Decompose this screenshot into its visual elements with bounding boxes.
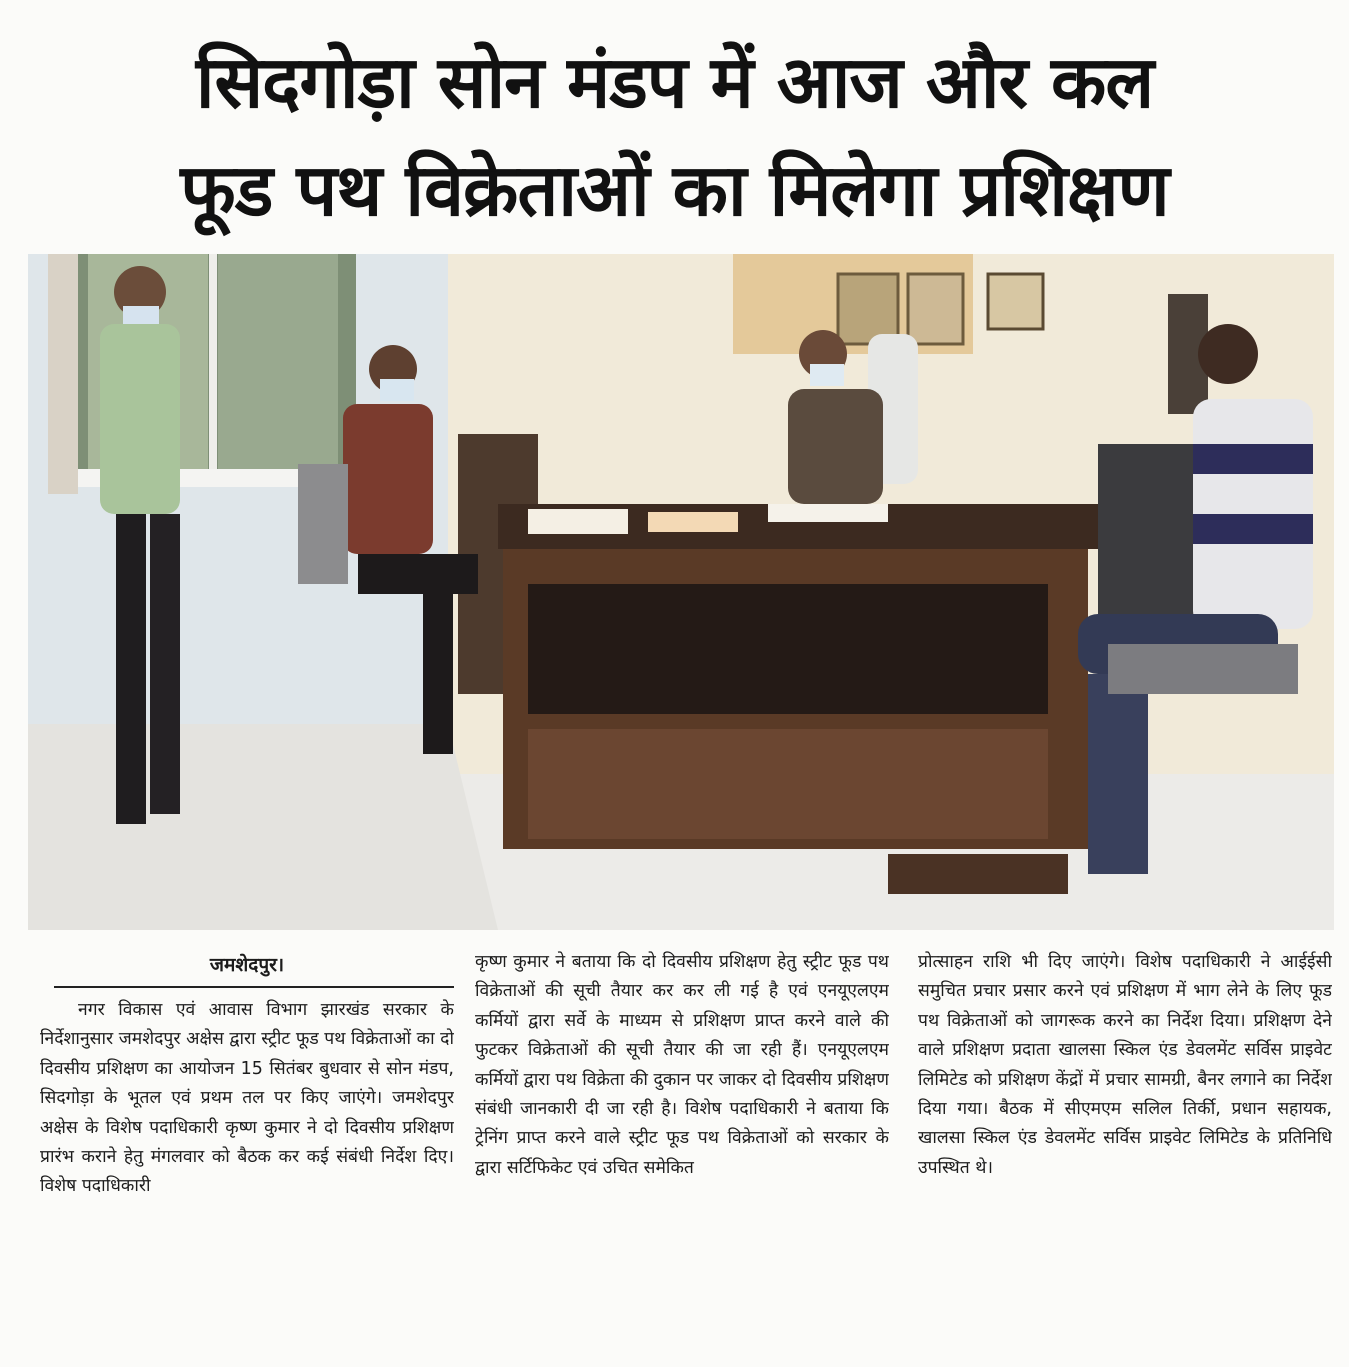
- column-3-text: प्रोत्साहन राशि भी दिए जाएंगे। विशेष पदाधिकारी ने आईईसी समुचित प्रचार प्रसार करने एवं प्रशिक्षण में भाग लेने के लिए फूड पथ विक्रेताओं को जागरूक करने का निर्देश दिया। प्रशिक्षण देने वाले प्रशिक्षण प्रदाता खालसा स्किल एंड डेवलमेंट सर्विस प्राइवेट लिमिटेड को प्रशिक्षण केंद्रों में प्रचार सामग्री, बैनर लगाने का निर्देश दिया गया। बैठक में सीएमएम सलिल तिर्की, प्रधान सहायक, खालसा स्किल एंड डेवलमेंट सर्विस प्राइवेट लिमिटेड के प्रतिनिधि उपस्थित थे।: [918, 952, 1332, 1178]
- headline: [20, 28, 1329, 244]
- headline-line-1: सिदगोड़ा सोन मंडप में आज और कल: [195, 40, 1154, 124]
- column-1-text: नगर विकास एवं आवास विभाग झारखंड सरकार के निर्देशानुसार जमशेदपुर अक्षेस द्वारा स्ट्रीट फूड पथ विक्रेताओं का दो दिवसीय प्रशिक्षण का आयोजन 15 सितंबर बुधवार से सोन मंडप, सिदगोड़ा के भूतल एवं प्रथम तल पर किए जाएंगे। जमशेदपुर अक्षेस के विशेष पदाधिकारी कृष्ण कुमार ने दो दिवसीय प्रशिक्षण प्रारंभ कराने हेतु मंगलवार को बैठक कर कई संबंधी निर्देश दिए। विशेष पदाधिकारी: [40, 1000, 454, 1197]
- news-photo: [28, 254, 1334, 930]
- headline-line-2: फूड पथ विक्रेताओं का मिलेगा प्रशिक्षण: [180, 148, 1169, 232]
- article-column-1: [40, 948, 454, 1367]
- column-2-text: कृष्ण कुमार ने बताया कि दो दिवसीय प्रशिक्षण हेतु स्ट्रीट फूड पथ विक्रेताओं की सूची तैयार कर कर ली गई है एवं एनयूएलएम कर्मियों द्वारा सर्वे के माध्यम से प्रशिक्षण प्राप्त करने वाले की फुटकर विक्रेताओं की सूची तैयार की जा रही हैं। एनयूएलएम कर्मियों द्वारा पथ विक्रेता की दुकान पर जाकर दो दिवसीय प्रशिक्षण संबंधी जानकारी दी जा रही है। विशेष पदाधिकारी ने बताया कि ट्रेनिंग प्राप्त करने वाले स्ट्रीट फूड पथ विक्रेताओं को सरकार के द्वारा सर्टिफिकेट एवं उचित समेकित: [475, 952, 889, 1178]
- article-column-3: [918, 948, 1332, 1367]
- article-column-2: [475, 948, 889, 1367]
- dateline: जमशेदपुर।: [209, 954, 285, 976]
- office-meeting-photo-icon: [28, 254, 1334, 930]
- dateline-rule: [54, 986, 454, 988]
- article-body: [0, 948, 1349, 1367]
